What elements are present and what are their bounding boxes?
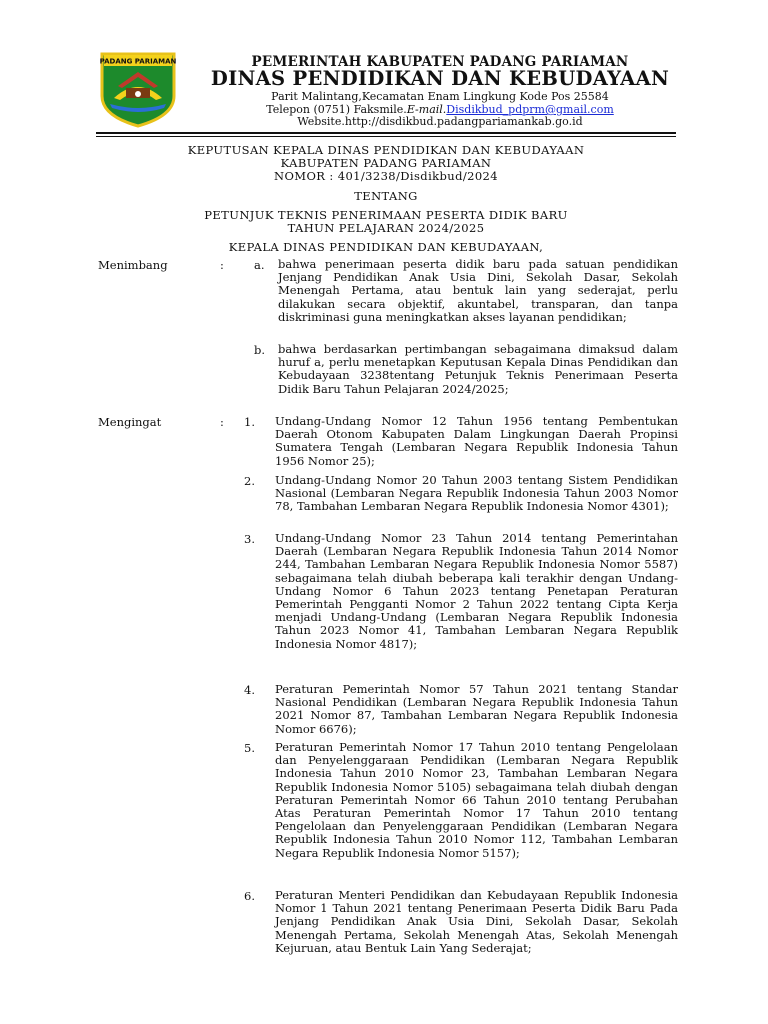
mengingat-colon: :: [220, 415, 224, 429]
mengingat-marker-3: 3.: [244, 532, 255, 546]
menimbang-marker-b: b.: [254, 343, 266, 357]
mengingat-label: Mengingat: [98, 415, 162, 429]
decree-title-line2: KABUPATEN PADANG PARIAMAN: [280, 156, 492, 170]
issuing-authority: KEPALA DINAS PENDIDIKAN DAN KEBUDAYAAN,: [228, 240, 544, 254]
menimbang-colon: :: [220, 258, 224, 272]
decree-subject-line1: PETUNJUK TEKNIS PENERIMAAN PESERTA DIDIK BARU: [204, 208, 568, 222]
phone-text: Telepon (0751) Faksmile.: [266, 103, 407, 116]
mengingat-marker-2: 2.: [244, 474, 255, 488]
decree-title-line1: KEPUTUSAN KEPALA DINAS PENDIDIKAN DAN KEBUDAYAAN: [187, 143, 585, 157]
menimbang-item-a: bahwa penerimaan peserta didik baru pada satuan pendidikan Jenjang Pendidikan Anak Usia Dini, Sekolah Dasar, Sekolah Menengah Pertama, atau bentuk lain yang sederajat, perlu dilakukan secara objektif, akuntabel, transparan, dan tanpa diskriminasi guna meningkatkan akses layanan pendidikan;: [278, 257, 678, 324]
mengingat-marker-4: 4.: [244, 683, 255, 697]
mengingat-marker-6: 6.: [244, 889, 255, 903]
menimbang-label: Menimbang: [98, 258, 168, 272]
logo-text: PADANG PARIAMAN: [99, 57, 177, 66]
mengingat-marker-1: 1.: [244, 415, 255, 429]
mengingat-item-5: Peraturan Pemerintah Nomor 17 Tahun 2010 tentang Pengelolaan dan Penyelenggaraan Pendidikan (Lembaran Negara Republik Indonesia Tahun 2010 Nomor 23, Tambahan Lembaran Negara Republik Indonesia Nomor 5105) sebagaimana telah diubah dengan Peraturan Pemerintah Nomor 66 Tahun 2010 tentang Perubahan Atas Peraturan Pemerintah Nomor 17 Tahun 2010 tentang Pengelolaan dan Penyelenggaraan Pendidikan (Lembaran Negara Republik Indonesia Tahun 2010 Nomor 112, Tambahan Lembaran Negara Republik Indonesia Nomor 5157);: [275, 740, 678, 860]
decree-number: NOMOR : 401/3238/Disdikbud/2024: [274, 169, 498, 183]
letterhead-rule-thick: [96, 132, 676, 134]
government-name: PEMERINTAH KABUPATEN PADANG PARIAMAN: [251, 54, 629, 70]
mengingat-item-2: Undang-Undang Nomor 20 Tahun 2003 tentang Sistem Pendidikan Nasional (Lembaran Negara Republik Indonesia Tahun 2003 Nomor 78, Tambahan Lembaran Negara Republik Indonesia Nomor 4301);: [275, 473, 678, 514]
office-address: Parit Malintang,Kecamatan Enam Lingkung Kode Pos 25584: [271, 90, 609, 103]
letterhead-rule-thin: [96, 136, 676, 137]
website-line: Website.http://disdikbud.padangpariamankab.go.id: [297, 115, 583, 128]
mengingat-item-4: Peraturan Pemerintah Nomor 57 Tahun 2021 tentang Standar Nasional Pendidikan (Lembaran Negara Republik Indonesia Tahun 2021 Nomor 87, Tambahan Lembaran Negara Republik Indonesia Nomor 6676);: [275, 682, 678, 736]
mengingat-item-6: Peraturan Menteri Pendidikan dan Kebudayaan Republik Indonesia Nomor 1 Tahun 2021 tentang Penerimaan Peserta Didik Baru Pada Jenjang Pendidikan Anak Usia Dini, Sekolah Dasar, Sekolah Menengah Pertama, Sekolah Menengah Atas, Sekolah Menengah Kejuruan, atau Bentuk Lain Yang Sederajat;: [275, 888, 678, 955]
email-label: E-mail.: [406, 103, 447, 116]
email-link[interactable]: Disdikbud_pdprm@gmail.com: [446, 103, 614, 116]
menimbang-marker-a: a.: [254, 258, 265, 272]
tentang-heading: TENTANG: [354, 189, 418, 203]
decree-subject-line2: TAHUN PELAJARAN 2024/2025: [287, 221, 485, 235]
office-name: DINAS PENDIDIKAN DAN KEBUDAYAAN: [210, 67, 670, 90]
mengingat-marker-5: 5.: [244, 741, 255, 755]
mengingat-item-1: Undang-Undang Nomor 12 Tahun 1956 tentang Pembentukan Daerah Otonom Kabupaten Dalam Lingkungan Daerah Propinsi Sumatera Tengah (Lembaran Negara Republik Indonesia Tahun 1956 Nomor 25);: [275, 414, 678, 468]
padang-pariaman-emblem-icon: [96, 50, 180, 128]
mengingat-item-3: Undang-Undang Nomor 23 Tahun 2014 tentang Pemerintahan Daerah (Lembaran Negara Republik Indonesia Tahun 2014 Nomor 244, Tambahan Lembaran Negara Republik Indonesia Nomor 5587) sebagaimana telah diubah beberapa kali terakhir dengan Undang-Undang Nomor 6 Tahun 2023 tentang Penetapan Peraturan Pemerintah Pengganti Nomor 2 Tahun 2022 tentang Cipta Kerja menjadi Undang-Undang (Lembaran Negara Republik Indonesia Tahun 2023 Nomor 41, Tambahan Lembaran Negara Republik Indonesia Nomor 4817);: [275, 531, 678, 651]
menimbang-item-b: bahwa berdasarkan pertimbangan sebagaimana dimaksud dalam huruf a, perlu menetapkan Keputusan Kepala Dinas Pendidikan dan Kebudayaan 3238tentang Petunjuk Teknis Penerimaan Peserta Didik Baru Tahun Pelajaran 2024/2025;: [278, 342, 678, 396]
